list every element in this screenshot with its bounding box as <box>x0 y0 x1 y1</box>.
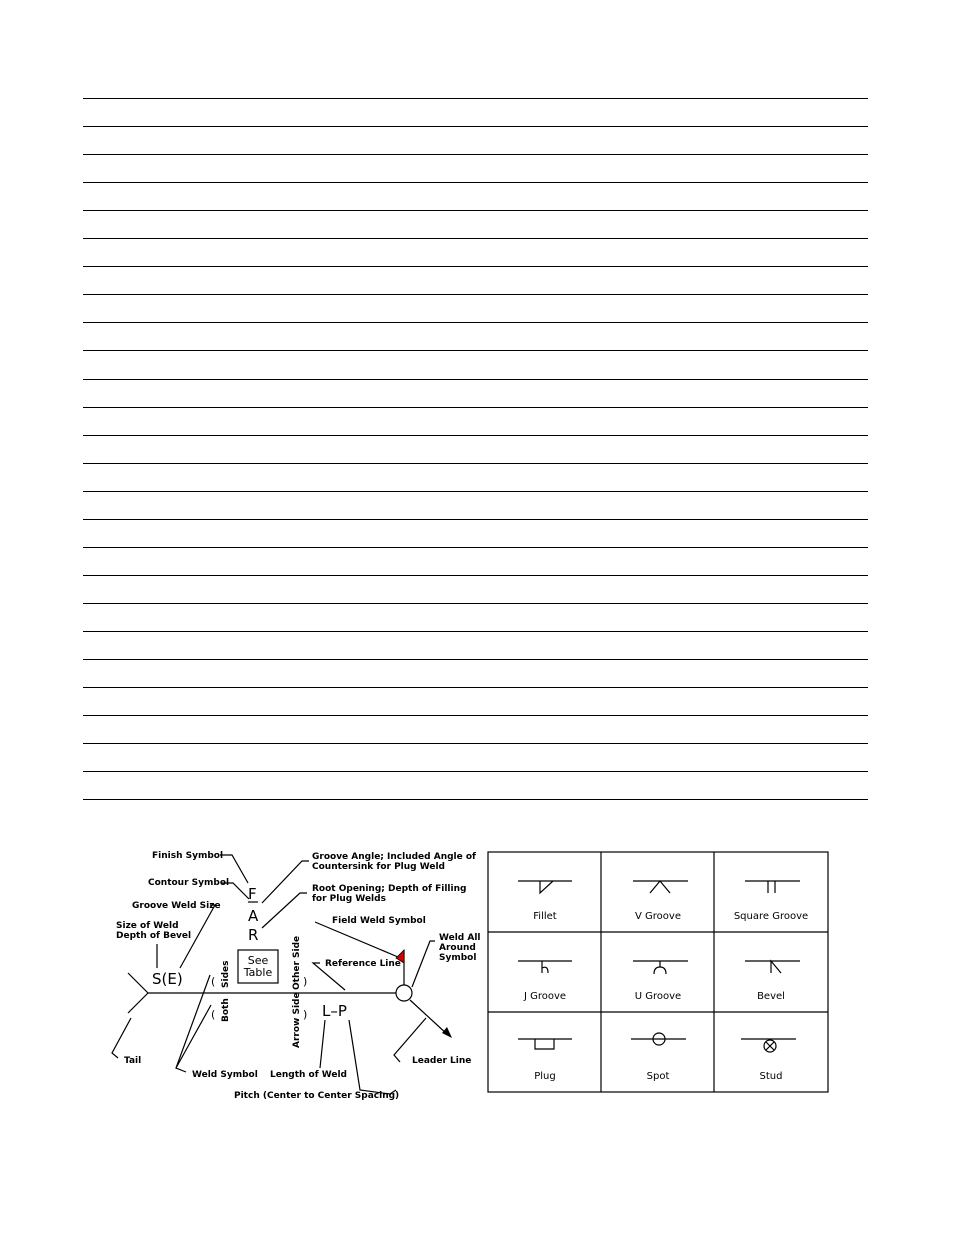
size-of-weld-label: Size of Weld <box>116 921 179 931</box>
weld-type-label-v-groove: V Groove <box>635 911 681 922</box>
plug-welds-label: for Plug Welds <box>312 894 386 904</box>
arrowhead <box>442 1027 452 1038</box>
weld-all-around-leader <box>412 941 435 987</box>
tail-label: Tail <box>124 1056 142 1066</box>
length-leader <box>320 1020 325 1068</box>
u-groove-weld-icon <box>633 961 688 974</box>
countersink-label: Countersink for Plug Weld <box>312 862 445 872</box>
weld-type-label-spot: Spot <box>646 1071 670 1082</box>
weld-symbol-leader-2 <box>176 1005 211 1068</box>
tail-leader <box>112 1018 131 1058</box>
weld-all-label: Weld All <box>439 933 481 943</box>
weld-type-label-stud: Stud <box>759 1071 783 1082</box>
weld-type-label-plug: Plug <box>534 1071 556 1082</box>
angle-letter-a: A <box>248 907 259 925</box>
pitch-leader <box>349 1020 396 1094</box>
weld-type-label-u-groove: U Groove <box>634 991 682 1002</box>
symbol-label: Symbol <box>439 953 477 963</box>
weld-type-label-fillet: Fillet <box>533 911 557 922</box>
pitch-label: Pitch (Center to Center Spacing) <box>234 1091 400 1101</box>
weld-symbol-leader-1 <box>176 975 210 1072</box>
root-letter-r: R <box>248 926 259 944</box>
groove-angle-label: Groove Angle; Included Angle of <box>312 852 476 862</box>
depth-of-bevel-label: Depth of Bevel <box>116 931 192 941</box>
weld-type-label-bevel: Bevel <box>757 991 785 1002</box>
sides-paren-open: ( <box>211 975 216 988</box>
finish-letter-f: F <box>248 885 257 903</box>
tail-upper-line <box>128 973 148 993</box>
table-label: Table <box>243 966 273 979</box>
stud-weld-icon <box>741 1039 796 1052</box>
bevel-weld-icon <box>745 961 800 973</box>
sides-label: Sides <box>221 960 231 988</box>
square-groove-weld-icon <box>745 881 800 893</box>
root-opening-label: Root Opening; Depth of Filling <box>312 884 467 894</box>
tail-lower-line <box>128 993 148 1013</box>
spot-weld-icon <box>631 1033 686 1045</box>
weld-symbol-label: Weld Symbol <box>192 1070 258 1080</box>
weld-all-around-circle <box>396 985 412 1001</box>
fillet-weld-icon <box>518 881 572 893</box>
field-weld-symbol-label: Field Weld Symbol <box>332 916 426 926</box>
length-pitch-l-p: L–P <box>322 1002 347 1020</box>
leader-line-label: Leader Line <box>412 1056 472 1066</box>
weld-type-grid <box>488 852 828 1092</box>
see-label: See <box>247 954 269 967</box>
groove-weld-size-label: Groove Weld Size <box>132 901 221 911</box>
length-of-weld-label: Length of Weld <box>270 1070 348 1080</box>
both-paren-open: ( <box>211 1008 216 1021</box>
grid-border <box>488 852 828 1092</box>
other-side-label: Other Side <box>292 935 302 990</box>
other-side-paren-close: ) <box>303 975 308 988</box>
around-label: Around <box>439 943 476 953</box>
root-opening-leader <box>262 893 307 928</box>
contour-symbol-label: Contour Symbol <box>148 878 230 888</box>
arrow-side-paren-close: ) <box>303 1008 308 1021</box>
weld-type-label-square-groove: Square Groove <box>733 911 809 922</box>
weld-type-labels <box>523 911 808 1082</box>
field-weld-leader <box>315 922 398 957</box>
arrow-side-label: Arrow Side <box>292 992 302 1048</box>
j-groove-weld-icon <box>518 961 572 973</box>
both-label: Both <box>221 998 231 1022</box>
reference-line-label: Reference Line <box>325 959 401 969</box>
groove-angle-leader <box>262 861 309 903</box>
plug-weld-icon <box>518 1039 572 1049</box>
finish-symbol-label: Finish Symbol <box>152 851 224 861</box>
v-groove-weld-icon <box>633 881 688 893</box>
weld-type-label-j-groove: J Groove <box>523 991 567 1002</box>
size-s-e: S(E) <box>152 970 183 988</box>
